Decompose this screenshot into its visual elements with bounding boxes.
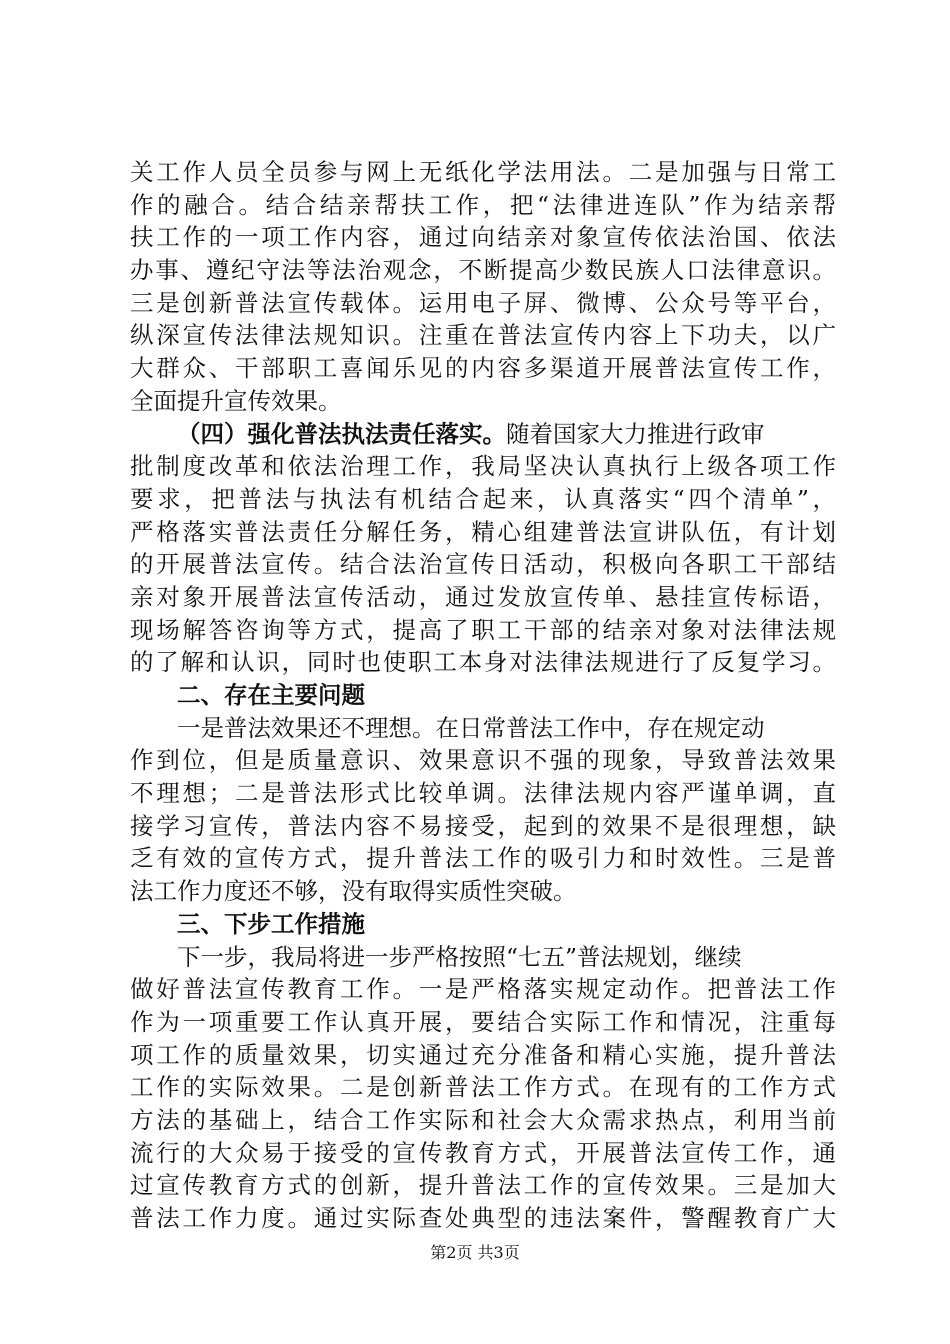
text-line: 关工作人员全员参与网上无纸化学法用法。二是加强与日常工 <box>130 158 836 186</box>
heading-next-steps: 三、下步工作措施 <box>177 909 365 938</box>
text-line: 工作的实际效果。二是创新普法工作方式。在现有的工作方式 <box>130 1073 836 1102</box>
text-line: 过宣传教育方式的创新，提升普法工作的宣传效果。三是加大 <box>130 1171 836 1200</box>
text-line: 作到位，但是质量意识、效果意识不强的现象，导致普法效果 <box>130 746 836 775</box>
text-line: 方法的基础上，结合工作实际和社会大众需求热点，利用当前 <box>130 1105 836 1134</box>
text-line: 接学习宣传，普法内容不易接受，起到的效果不是很理想，缺 <box>130 811 836 840</box>
text-line: 作为一项重要工作认真开展，要结合实际工作和情况，注重每 <box>130 1007 836 1036</box>
text-line: 办事、遵纪守法等法治观念，不断提高少数民族人口法律意识。 <box>130 256 836 285</box>
text-line: 严格落实普法责任分解任务，精心组建普法宣讲队伍，有计划 <box>130 517 836 546</box>
text-line: 作的融合。结合结亲帮扶工作，把“法律进连队”作为结亲帮 <box>130 190 836 219</box>
text-line: 乏有效的宣传方式，提升普法工作的吸引力和时效性。三是普 <box>130 844 836 873</box>
heading-line <box>130 908 836 941</box>
text-line: 纵深宣传法律法规知识。注重在普法宣传内容上下功夫，以广 <box>130 321 836 350</box>
heading-existing-problems: 二、存在主要问题 <box>177 681 365 709</box>
text-line: 的开展普法宣传。结合法治宣传日活动，积极向各职工干部结 <box>130 550 836 579</box>
text-line: 三是创新普法宣传载体。运用电子屏、微博、公众号等平台， <box>130 288 836 317</box>
heading-line <box>130 679 836 712</box>
text-line: 扶工作的一项工作内容，通过向结亲对象宣传依法治国、依法 <box>130 223 836 252</box>
text-line: 现场解答咨询等方式，提高了职工干部的结亲对象对法律法规 <box>130 615 836 644</box>
section-line <box>130 418 836 451</box>
text-line: 做好普法宣传教育工作。一是严格落实规定动作。把普法工作 <box>130 975 836 1004</box>
text-line: 项工作的质量效果，切实通过充分准备和精心实施，提升普法 <box>130 1040 836 1069</box>
text-line: 法工作力度还不够，没有取得实质性突破。 <box>130 877 577 906</box>
document-body <box>130 156 836 1235</box>
text-line: 的了解和认识，同时也使职工本身对法律法规进行了反复学习。 <box>130 648 836 677</box>
text-line: 全面提升宣传效果。 <box>130 386 342 415</box>
text-line: 一是普法效果还不理想。在日常普法工作中，存在规定动 <box>177 713 765 742</box>
text-line: 亲对象开展普法宣传活动，通过发放宣传单、悬挂宣传标语， <box>130 582 836 611</box>
text-line: 流行的大众易于接受的宣传教育方式，开展普法宣传工作，通 <box>130 1138 836 1167</box>
text-line: 大群众、干部职工喜闻乐见的内容多渠道开展普法宣传工作， <box>130 354 836 383</box>
text-line: 不理想；二是普法形式比较单调。法律法规内容严谨单调，直 <box>130 779 836 808</box>
text-line: 批制度改革和依法治理工作，我局坚决认真执行上级各项工作 <box>130 452 836 481</box>
section-text: 随着国家大力推进行政审 <box>506 419 765 448</box>
text-line: 普法工作力度。通过实际查处典型的违法案件，警醒教育广大 <box>130 1204 836 1232</box>
text-line: 下一步，我局将进一步严格按照“七五”普法规划，继续 <box>177 942 742 971</box>
page-number-footer: 第2页 共3页 <box>430 1243 520 1262</box>
text-line: 要求，把普法与执法有机结合起来，认真落实“四个清单”， <box>130 484 836 513</box>
section-heading-4: （四）强化普法执法责任落实。 <box>177 419 506 448</box>
